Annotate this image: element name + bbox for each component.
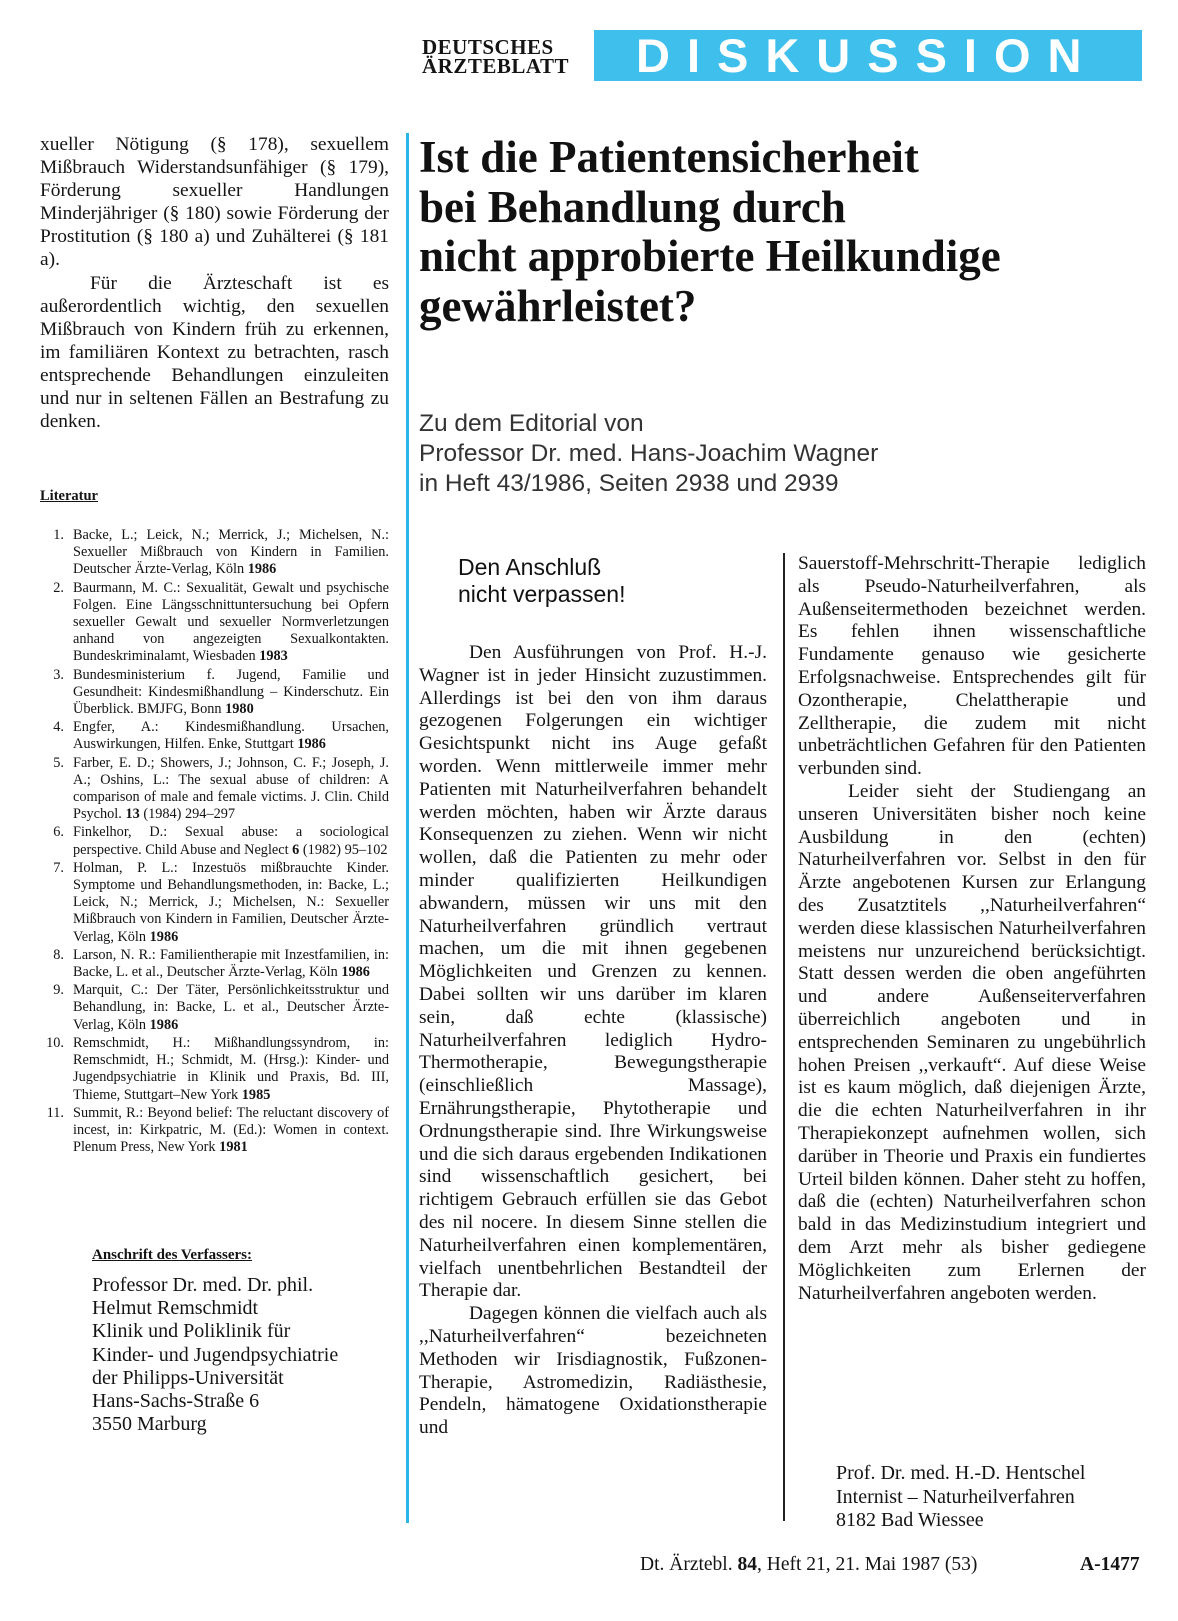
subhead-line: Professor Dr. med. Hans-Joachim Wagner [419,440,879,467]
reference-pages: (1984) 294–297 [143,806,236,823]
reference-number: 4. [53,719,64,736]
reference-number: 5. [53,754,64,771]
reference-item [40,824,389,858]
reference-number: 9. [53,982,64,999]
masthead-line-1: DEUTSCHES [422,35,554,59]
reference-year: 13 [125,806,140,823]
reference-item [40,860,389,946]
reference-text: Larson, N. R.: Familientherapie mit Inzestfamilien, in: Backe, L. et al., Deutscher Ärzte-Verlag, Köln [73,946,389,981]
letter-paragraph: Den Ausführungen von Prof. H.-J. Wagner ist in jeder Hinsicht zuzustimmen. Allerdings ist bei den von ihm daraus gezogenen Folgerungen ein wichtiger Gesichtspunkt nicht ins Auge gefaßt worden. Wenn mittlerweile immer mehr Patienten mit Naturheilverfahren behandelt werden möchten, haben wir Ärzte daraus Konsequenzen zu ziehen. Wenn wir nicht wollen, daß die Patienten zu mehr oder minder qualifizierten Heilkundigen abwandern, müssen wir uns mit den Naturheilverfahren gründlich vertraut machen, um die mit ihnen gegebenen Möglichkeiten und Grenzen zu kennen. Dabei sollten wir uns darüber im klaren sein, daß echte (klassische) Naturheilverfahren lediglich Hydro-Thermotherapie, Bewegungstherapie (einschließlich Massage), Ernährungstherapie, Phytotherapie und Ordnungstherapie sind. Ihre Wirkungsweise und die sich daraus ergebenden Indikationen sind wissenschaftlich gesichert, bei richtigem Gebrauch erfüllen sie das Gebot des nil nocere. In diesem Sinne stellen die Naturheilverfahren einen komplementären, vielfach unentbehrlichen Bestandteil der Therapie dar. [419,642,767,1302]
address-line: Professor Dr. med. Dr. phil. [92,1274,314,1296]
reference-text: Remschmidt, H.: Mißhandlungssyndrom, in: Remschmidt, H.; Schmidt, M. (Hrsg.): Kinder- und Jugendpsychiatrie in Klinik und Praxis, Bd. III, Thieme, Stuttgart–New York [73,1034,389,1103]
address-line: der Philipps-Universität [92,1366,284,1389]
letter-paragraph: Leider sieht der Studiengang an unseren Universitäten bisher noch keine Ausbildung in den (echten) Naturheilverfahren vor. Selbst in den für Ärzte angebotenen Kursen zur Erlangung des Zusatztitels ,,Naturheilverfahren“ werden diese klassischen Naturheilverfahren meistens nur unzureichend berücksichtigt. Statt dessen werden die oben angeführten und andere Außenseiterverfahren überreichlich angeboten und in entsprechenden Seminaren zu ungebührlich hohen Preisen ,,verkauft“. Auf diese Weise ist es kaum möglich, daß diejenigen Ärzte, die die echten Naturheilverfahren in ihr Therapiekonzept aufnehmen wollen, sich darüber in Theorie und Praxis ein fundiertes Urteil bilden können. Daher steht zu hoffen, daß die (echten) Naturheilverfahren schon bald in das Medizinstudium integriert und dem Arzt mehr als bisher gediegene Möglichkeiten zum Erlernen der Naturheilverfahren angeboten werden. [798,780,1146,1304]
letter-paragraph: Sauerstoff-Mehrschritt-Therapie lediglich als Pseudo-Naturheilverfahren, als Außenseitermethoden bezeichnet werden. Es fehlen ihnen wissenschaftliche Fundamente genauso wie gesicherte Erfolgsnachweise. Entsprechendes gilt für Ozontherapie, Chelattherapie und Zelltherapie, die zudem mit nicht unbeträchtlichen Gefahren für den Patienten verbunden sind. [798,553,1146,780]
reference-text: Farber, E. D.; Showers, J.; Johnson, C. F.; Joseph, J. A.; Oshins, L.: The sexual abuse of children: A comparison of male and female victims. J. Clin. Child Psychol. [73,754,389,823]
reference-number: 8. [53,946,64,963]
reference-text: Marquit, C.: Der Täter, Persönlichkeitsstruktur und Behandlung, in: Backe, L. et al., Deutscher Ärzte-Verlag, Köln [73,982,389,1033]
journal-masthead [422,35,590,78]
reference-year: 1986 [149,1016,179,1033]
reference-text: Engfer, A.: Kindesmißhandlung. Ursachen, Auswirkungen, Hilfen. Enke, Stuttgart [73,719,389,753]
letter-title-line: nicht verpassen! [458,581,626,607]
reference-number: 10. [46,1034,64,1051]
reference-year: 1983 [259,648,288,665]
letter-signature [836,1462,1085,1533]
rubric-label: DISKUSSION [636,29,1099,82]
headline-line: bei Behandlung durch [419,181,846,232]
reference-pages: (1982) 95–102 [302,841,388,858]
literature-heading: Literatur [40,488,98,504]
reference-year: 6 [292,841,300,858]
footer-journal: Dt. Ärztebl. [640,1554,733,1575]
reference-year: 1986 [247,561,277,578]
reference-item [40,667,389,719]
subhead-line: Zu dem Editorial von [419,410,644,437]
letter-body-column-1 [419,642,767,1440]
reference-number: 1. [53,527,64,543]
address-heading: Anschrift des Verfassers: [92,1247,252,1263]
masthead-line-2: ÄRZTEBLATT [422,54,569,78]
reference-item [40,527,389,579]
reference-number: 2. [53,579,64,596]
article-headline [419,133,1154,331]
column-rule [406,133,409,1523]
reference-year: 1986 [297,736,326,753]
address-line: 3550 Marburg [92,1413,207,1436]
reference-year: 1986 [149,928,179,945]
author-address [92,1274,338,1436]
left-paragraph: Für die Ärzteschaft ist es außerordentlich wichtig, den sexuellen Mißbrauch von Kindern früh zu erkennen, im familiären Kontext zu betrachten, rasch entsprechende Behandlungen einzuleiten und nur in seltenen Fällen an Bestrafung zu denken. [40,272,389,433]
letter-title [458,554,625,608]
left-paragraph: xueller Nötigung (§ 178), sexuellem Mißbrauch Widerstandsunfähiger (§ 179), Förderung sexueller Handlungen Minderjähriger (§ 180) sowie Förderung der Prostitution (§ 180 a) und Zuhälterei (§ 181 a). [40,134,389,271]
reference-year: 1981 [219,1139,248,1156]
article-subhead [419,409,878,499]
signature-line: Prof. Dr. med. H.-D. Hentschel [836,1462,1086,1484]
reference-text: Summit, R.: Beyond belief: The reluctant discovery of incest, in: Kirkpatric, M. (Ed.): Women in context. Plenum Press, New York [73,1104,389,1156]
reference-item [40,719,389,753]
headline-line: Ist die Patientensicherheit [419,132,919,182]
footer-issue: , Heft 21, 21. Mai 1987 (53) [756,1554,978,1575]
reference-item [40,580,389,666]
footer-volume: 84 [737,1554,757,1575]
address-line: Hans-Sachs-Straße 6 [92,1390,260,1413]
page-footer [640,1554,977,1576]
reference-item [40,982,389,1034]
reference-list [40,527,389,1157]
reference-year: 1986 [341,964,370,981]
reference-text: Backe, L.; Leick, N.; Merrick, J.; Michelsen, N.: Sexueller Mißbrauch von Kindern in Familien. Deutscher Ärzte-Verlag, Köln [73,527,389,578]
reference-text: Bundesministerium f. Jugend, Familie und Gesundheit: Kindesmißhandlung – Kinderschutz. Ein Überblick. BMJFG, Bonn [73,666,389,718]
headline-line: nicht approbierte Heilkundige [419,231,1001,281]
page-number: A-1477 [1080,1554,1140,1575]
left-column-text [40,133,389,433]
reference-item [40,755,389,824]
reference-year: 1985 [241,1086,271,1103]
reference-number: 11. [46,1104,64,1121]
address-line: Klinik und Poliklinik für [92,1320,291,1343]
reference-text: Finkelhor, D.: Sexual abuse: a sociological perspective. Child Abuse and Neglect [73,824,389,858]
signature-line: 8182 Bad Wiessee [836,1509,984,1531]
reference-number: 7. [53,859,64,876]
address-line: Helmut Remschmidt [92,1297,259,1320]
letter-title-line: Den Anschluß [458,554,602,580]
reference-number: 3. [53,666,64,683]
reference-year: 1980 [225,701,254,718]
reference-text: Baurmann, M. C.: Sexualität, Gewalt und psychische Folgen. Eine Längsschnittuntersuchung bei Opfern sexueller Gewalt und sexueller Normverletzungen anhand von angezeigten Sexualkontakten. Bundeskriminalamt, Wiesbaden [73,579,389,665]
rubric-banner [594,30,1142,81]
reference-number: 6. [53,824,64,841]
reference-text: Holman, P. L.: Inzestuös mißbrauchte Kinder. Symptome und Behandlungsmethoden, in: Backe, L.; Leick, N.; Merrick, J.; Michelsen, N.: Sexueller Mißbrauch von Kindern in Familien, Deutscher Ärzte-Verlag, Köln [73,859,389,945]
column-rule [783,553,785,1521]
subhead-line: in Heft 43/1986, Seiten 2938 und 2939 [419,470,839,497]
letter-body-column-2 [798,553,1146,1305]
address-line: Kinder- und Jugendpsychiatrie [92,1343,339,1366]
reference-item [40,947,389,981]
reference-item [40,1105,389,1157]
signature-line: Internist – Naturheilverfahren [836,1485,1075,1508]
headline-line: gewährleistet? [419,280,697,331]
letter-paragraph: Dagegen können die vielfach auch als ,,Naturheilverfahren“ bezeichneten Methoden wir Irisdiagnostik, Fußzonen-Therapie, Astromedizin, Radiästhesie, Pendeln, hämatogene Oxidationstherapie und [419,1303,767,1439]
reference-item [40,1035,389,1104]
